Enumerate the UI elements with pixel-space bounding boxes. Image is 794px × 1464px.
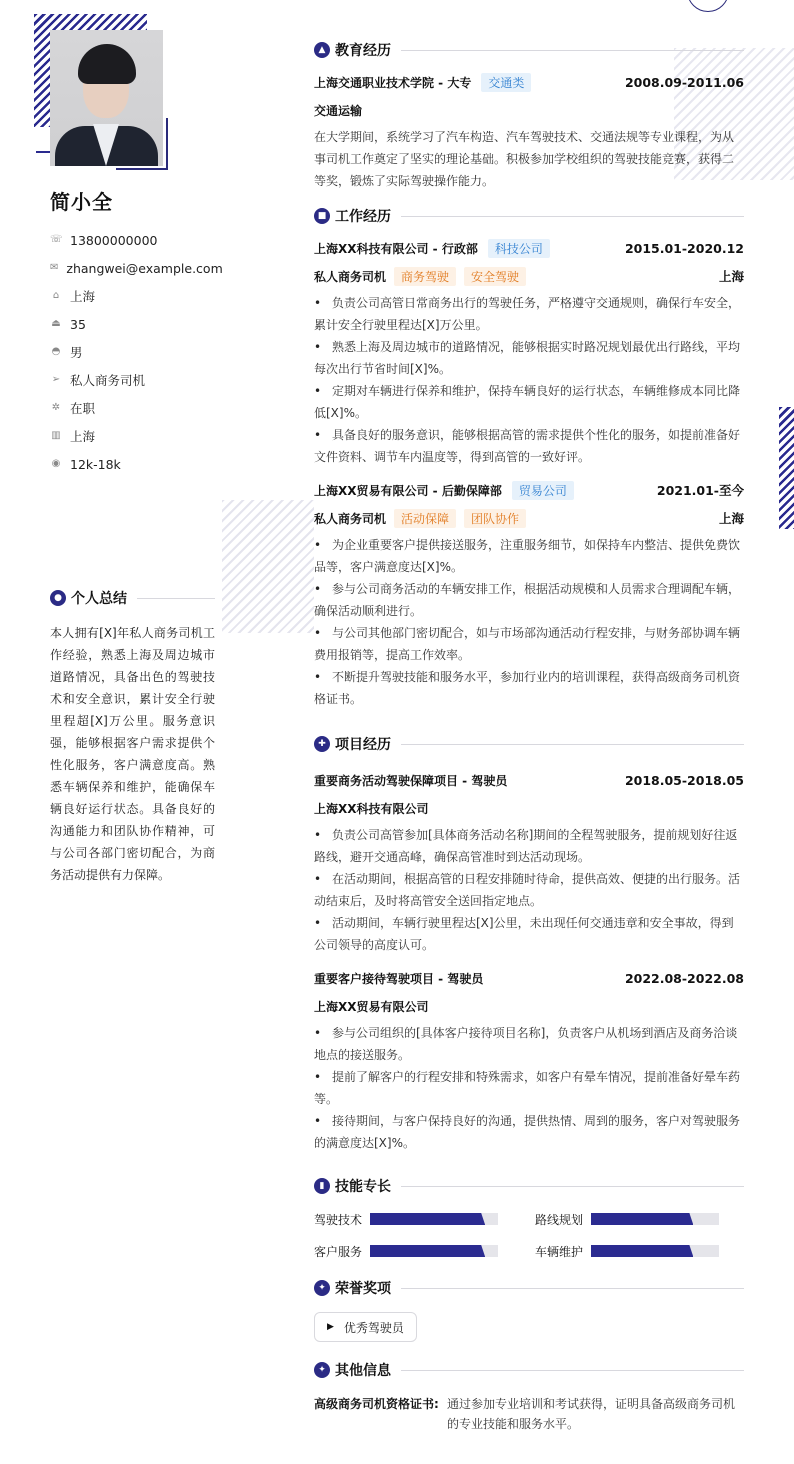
skill-item: 客户服务 xyxy=(314,1242,535,1260)
candidate-name: 简小全 xyxy=(50,190,113,214)
award-badge[interactable]: ▶ 优秀驾驶员 xyxy=(314,1312,417,1342)
company-tag: 科技公司 xyxy=(488,239,550,258)
project-item xyxy=(314,964,744,1154)
skill-item: 路线规划 xyxy=(535,1210,744,1228)
bullet-item: • 熟悉上海及周边城市的道路情况，能够根据实时路况规划最优出行路线，平均每次出行节省时间[X]%。 xyxy=(314,336,744,380)
skill-item: 车辆维护 xyxy=(535,1242,744,1260)
school-name: 上海交通职业技术学院 - 大专 xyxy=(314,75,472,90)
contact-gender: ◓ 男 xyxy=(51,345,83,360)
project-item xyxy=(314,766,744,956)
contact-list xyxy=(50,226,223,478)
other-value: 通过参加专业培训和考试获得，证明具备高级商务司机的专业技能和服务水平。 xyxy=(447,1397,736,1431)
profile-photo xyxy=(50,30,163,166)
awards-section xyxy=(314,1278,744,1342)
skill-tag: 商务驾驶 xyxy=(394,267,456,286)
contact-city: ▥ 上海 xyxy=(51,429,96,444)
graduation-cap-icon: ▲ xyxy=(314,42,330,58)
main-content xyxy=(314,40,744,1446)
job-role: 私人商务司机 xyxy=(314,511,387,526)
other-key: 高级商务司机资格证书: xyxy=(314,1397,439,1411)
work-item xyxy=(314,476,744,710)
divider xyxy=(401,1288,744,1289)
send-icon: ➢ xyxy=(51,374,61,385)
divider xyxy=(401,1370,744,1371)
section-title: 荣誉奖项 xyxy=(335,1281,391,1297)
contact-location: ⌂ 上海 xyxy=(50,282,220,310)
divider xyxy=(401,1186,744,1187)
user-icon: ● xyxy=(50,590,66,606)
project-date: 2022.08-2022.08 xyxy=(624,970,744,986)
skills-section xyxy=(314,1176,744,1260)
divider xyxy=(137,598,215,599)
work-location: 上海 xyxy=(718,511,744,526)
bullet-item: • 参与公司组织的[具体客户接待项目名称]，负责客户从机场到酒店及商务洽谈地点的接送服务。 xyxy=(314,1022,744,1066)
education-date: 2008.09-2011.06 xyxy=(624,74,744,90)
project-name: 重要商务活动驾驶保障项目 - 驾驶员 xyxy=(314,773,508,788)
education-description: 在大学期间，系统学习了汽车构造、汽车驾驶技术、交通法规等专业课程，为从事司机工作奠定了坚实的理论基础。积极参加学校组织的驾驶技能竞赛，获得二等奖，锻炼了实际驾驶操作能力。 xyxy=(314,130,735,188)
bullet-item: • 接待期间，与客户保持良好的沟通，提供热情、周到的服务，客户对驾驶服务的满意度达[X]%。 xyxy=(314,1110,744,1154)
bullet-item: • 在活动期间，根据高管的日程安排随时待命，提供高效、便捷的出行服务。活动结束后，及时将高管安全送回指定地点。 xyxy=(314,868,744,912)
work-section xyxy=(314,206,744,710)
section-title: 工作经历 xyxy=(335,209,391,225)
contact-email: ✉ zhangwei@example.com xyxy=(50,260,223,276)
gender-icon: ◓ xyxy=(51,346,61,357)
bullet-item: • 活动期间，车辆行驶里程达[X]公里，未出现任何交通违章和安全事故，得到公司领导的高度认可。 xyxy=(314,912,744,956)
company-name: 上海XX贸易有限公司 - 后勤保障部 xyxy=(314,483,502,498)
skill-tag: 团队协作 xyxy=(464,509,526,528)
projects-section xyxy=(314,734,744,1154)
summary-text: 本人拥有[X]年私人商务司机工作经验，熟悉上海及周边城市道路情况，具备出色的驾驶技术和安全意识，累计安全行驶里程超[X]万公里。服务意识强，能够根据客户需求提供个性化服务，客户满意度高。熟悉车辆保养和维护，能确保车辆良好运行状态。具备良好的沟通能力和团队协作精神，可与公司各部门密切配合，为商务活动提供有力保障。 xyxy=(50,626,215,882)
bullet-item: • 与公司其他部门密切配合，如与市场部沟通活动行程安排，与财务部协调车辆费用报销等，提高工作效率。 xyxy=(314,622,744,666)
contact-age: ⏏ 35 xyxy=(51,316,86,332)
building-icon: ▥ xyxy=(51,430,61,441)
skill-tag: 安全驾驶 xyxy=(464,267,526,286)
job-role: 私人商务司机 xyxy=(314,269,387,284)
bullet-item: • 负责公司高管参加[具体商务活动名称]期间的全程驾驶服务，提前规划好往返路线，避开交通高峰，确保高管准时到达活动现场。 xyxy=(314,824,744,868)
section-title: 其他信息 xyxy=(335,1363,391,1379)
bullet-item: • 不断提升驾驶技能和服务水平，参加行业内的培训课程，获得高级商务司机资格证书。 xyxy=(314,666,744,710)
section-title: 个人总结 xyxy=(71,591,127,607)
section-title: 技能专长 xyxy=(335,1179,391,1195)
project-company: 上海XX科技有限公司 xyxy=(314,801,429,816)
work-item xyxy=(314,234,744,468)
contact-position: ➢ 私人商务司机 xyxy=(51,373,146,388)
mail-icon: ✉ xyxy=(50,262,59,273)
contact-salary: ◉ 12k-18k xyxy=(51,456,121,472)
briefcase-icon: ■ xyxy=(314,208,330,224)
bullet-item: • 为企业重要客户提供接送服务，注重服务细节，如保持车内整洁、提供免费饮品等，客户满意度达[X]%。 xyxy=(314,534,744,578)
bullet-item: • 参与公司商务活动的车辆安排工作，根据活动规模和人员需求合理调配车辆，确保活动顺利进行。 xyxy=(314,578,744,622)
bullet-item: • 提前了解客户的行程安排和特殊需求，如客户有晕车情况，提前准备好晕车药等。 xyxy=(314,1066,744,1110)
info-icon: ✦ xyxy=(314,1362,330,1378)
company-tag: 贸易公司 xyxy=(512,481,574,500)
play-icon: ▶ xyxy=(327,1322,334,1332)
grid-icon: ✚ xyxy=(314,736,330,752)
skill-bar xyxy=(591,1213,719,1225)
skill-bar xyxy=(370,1245,498,1257)
project-date: 2018.05-2018.05 xyxy=(624,772,744,788)
project-company: 上海XX贸易有限公司 xyxy=(314,999,429,1014)
work-date: 2015.01-2020.12 xyxy=(624,240,744,256)
major: 交通运输 xyxy=(314,103,363,118)
chart-icon: ▮ xyxy=(314,1178,330,1194)
bullet-item: • 定期对车辆进行保养和维护，保持车辆良好的运行状态，车辆维修成本同比降低[X]%。 xyxy=(314,380,744,424)
skill-bar xyxy=(591,1245,719,1257)
status-icon: ✲ xyxy=(51,402,61,413)
education-section xyxy=(314,40,744,192)
work-date: 2021.01-至今 xyxy=(656,483,744,498)
project-name: 重要客户接待驾驶项目 - 驾驶员 xyxy=(314,971,484,986)
section-title: 项目经历 xyxy=(335,737,391,753)
divider xyxy=(401,744,744,745)
decorative-stripes-light xyxy=(222,500,314,633)
decorative-circle xyxy=(687,0,729,12)
summary-section xyxy=(50,588,215,886)
school-tag: 交通类 xyxy=(481,73,531,92)
award-icon: ✦ xyxy=(314,1280,330,1296)
skill-item: 驾驶技术 xyxy=(314,1210,535,1228)
skill-tag: 活动保障 xyxy=(394,509,456,528)
skill-bar xyxy=(370,1213,498,1225)
work-location: 上海 xyxy=(718,269,744,284)
other-section xyxy=(314,1360,744,1434)
salary-icon: ◉ xyxy=(51,458,61,469)
company-name: 上海XX科技有限公司 - 行政部 xyxy=(314,241,478,256)
home-icon: ⌂ xyxy=(52,290,60,301)
phone-icon: ☏ xyxy=(50,234,63,245)
divider xyxy=(401,50,744,51)
other-item xyxy=(314,1394,744,1434)
contact-status: ✲ 在职 xyxy=(51,401,96,416)
age-icon: ⏏ xyxy=(51,318,61,329)
bullet-item: • 具备良好的服务意识，能够根据高管的需求提供个性化的服务，如提前准备好文件资料、调节车内温度等，得到高管的一致好评。 xyxy=(314,424,744,468)
decorative-stripes xyxy=(779,407,794,529)
contact-phone: ☏ 13800000000 xyxy=(50,232,158,248)
divider xyxy=(401,216,744,217)
section-title: 教育经历 xyxy=(335,43,391,59)
bullet-item: • 负责公司高管日常商务出行的驾驶任务，严格遵守交通规则，确保行车安全，累计安全行驶里程达[X]万公里。 xyxy=(314,292,744,336)
